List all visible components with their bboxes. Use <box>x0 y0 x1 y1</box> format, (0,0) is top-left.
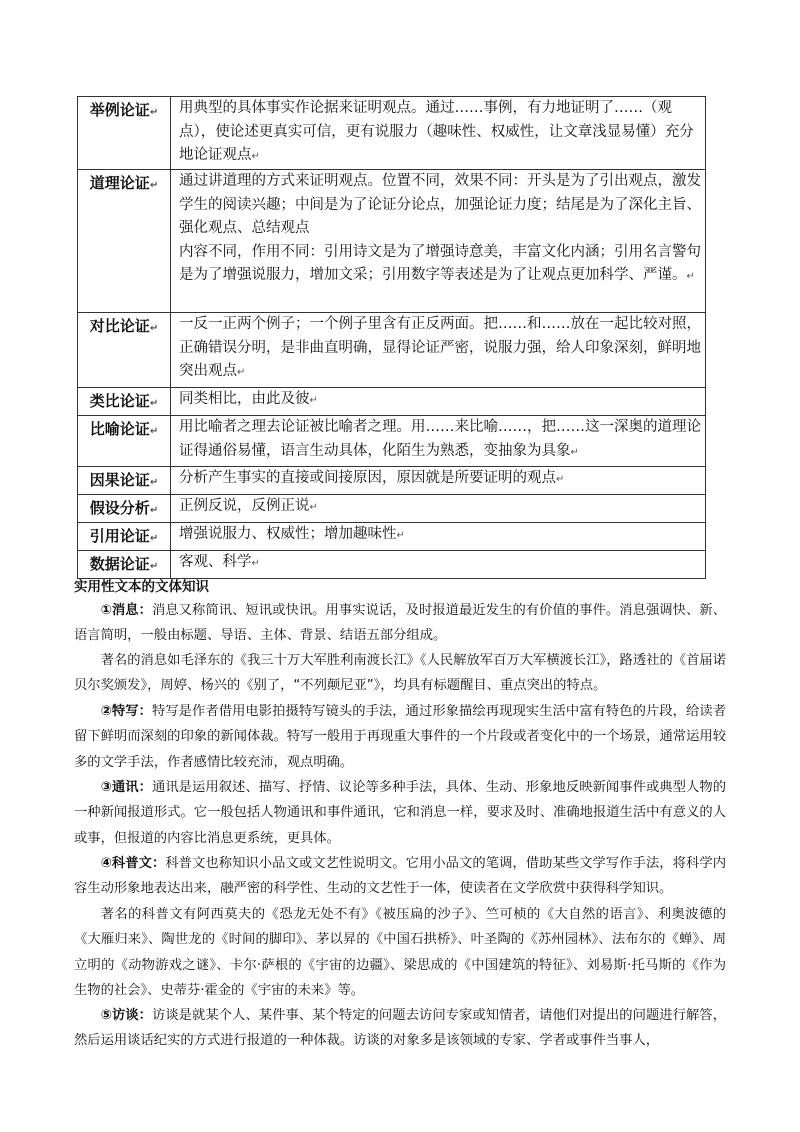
term-cell: 举例论证↵ <box>78 97 171 170</box>
term-cell: 对比论证↵ <box>78 313 171 388</box>
paragraph-feature: ②特写：特写是作者借用电影拍摄特写镜头的手法，通过形象描绘再现现实生活中富有特色的片段，给读者留下鲜明而深刻的印象的新闻体裁。特写一般用于再现重大事件的一个片段或者变化中的一个场景，通常运用较多的文学手法，作者感情比较充沛，观点明确。 <box>74 704 727 770</box>
desc-cell: 分析产生事实的直接或间接原因，原因就是所要证明的观点↵ <box>171 467 706 495</box>
section-title: 实用性文本的文体知识 <box>74 579 209 595</box>
paragraph-popular-science-examples: 著名的科普文有阿西莫夫的《恐龙无处不有》《被压扁的沙子》、竺可桢的《大自然的语言》、利奥波德的《大雁归来》、陶世龙的《时间的脚印》、茅以昇的《中国石拱桥》、叶圣陶的《苏州园林》、法布尔的《蝉》、周立明的《动物游戏之谜》、卡尔·萨根的《宇宙的边疆》、梁思成的《中国建筑的特征》、刘易斯·托马斯的《作为生物的社会》、史蒂芬·霍金的《宇宙的未来》等。 <box>74 907 726 999</box>
paragraph-popular-science: ④科普文：科普文也称知识小品文或文艺性说明文。它用小品文的笔调，借助某些文学写作手法，将科学内容生动形象地表达出来，融严密的科学性、生动的文艺性于一体，使读者在文学欣赏中获得科学知识。 <box>74 856 726 897</box>
table-row <box>78 313 706 388</box>
term-cell: 道理论证↵ <box>78 170 171 313</box>
term-cell: 比喻论证↵ <box>78 416 171 467</box>
desc-cell: 用典型的具体事实作论据来证明观点。通过……事例，有力地证明了……（观点），使论述更真实可信，更有说服力（趣味性、权威性，让文章浅显易懂）充分地论证观点↵ <box>171 97 706 170</box>
table-row <box>78 467 706 495</box>
desc-cell: 用比喻者之理去论证被比喻者之理。用……来比喻……，把……这一深奥的道理论证得通俗易懂，语言生动具体，化陌生为熟悉，变抽象为具象↵ <box>171 416 706 467</box>
paragraph-news-examples: 著名的消息如毛泽东的《我三十万大军胜利南渡长江》《人民解放军百万大军横渡长江》，路透社的《首届诺贝尔奖颁发》，周婷、杨兴的《别了，“不列颠尼亚”》，均具有标题醒目、重点突出的特点。 <box>74 653 726 694</box>
term-cell: 假设分析↵ <box>78 495 171 523</box>
desc-cell: 同类相比，由此及彼↵ <box>171 388 706 416</box>
table-row <box>78 170 706 313</box>
term-cell: 因果论证↵ <box>78 467 171 495</box>
table-row <box>78 523 706 551</box>
desc-cell: 客观、科学↵ <box>171 551 706 579</box>
desc-cell: 增强说服力、权威性；增加趣味性↵ <box>171 523 706 551</box>
table-row <box>78 416 706 467</box>
paragraph-news: ①消息：消息又称简讯、短讯或快讯。用事实说话，及时报道最近发生的有价值的事件。消息强调快、新、语言简明，一般由标题、导语、主体、背景、结语五部分组成。 <box>74 603 727 644</box>
desc-cell: 通过讲道理的方式来证明观点。位置不同，效果不同：开头是为了引出观点，激发学生的阅读兴趣；中间是为了论证分论点，加强论证力度；结尾是为了深化主旨、强化观点、总结观点 内容不同，作用不同：引用诗文是为了增强诗意美，丰富文化内涵；引用名言警句是为了增强说服力，增加文采；引用数字等表述是为了让观点更加科学、严谨。↵ <box>171 170 706 313</box>
desc-cell: 一反一正两个例子；一个例子里含有正反两面。把……和……放在一起比较对照，正确错误分明，是非曲直明确，显得论证严密，说服力强，给人印象深刻，鲜明地突出观点↵ <box>171 313 706 388</box>
paragraph-report: ③通讯：通讯是运用叙述、描写、抒情、议论等多种手法，具体、生动、形象地反映新闻事件或典型人物的一种新闻报道形式。它一般包括人物通讯和事件通讯，它和消息一样，要求及时、准确地报道生活中有意义的人或事，但报道的内容比消息更系统，更具体。 <box>74 780 727 846</box>
argument-methods-table <box>77 96 706 579</box>
term-cell: 数据论证↵ <box>78 551 171 579</box>
table-row <box>78 495 706 523</box>
table-row <box>78 97 706 170</box>
paragraph-interview: ⑤访谈：访谈是就某个人、某件事、某个特定的问题去访问专家或知情者，请他们对提出的问题进行解答，然后运用谈话纪实的方式进行报道的一种体裁。访谈的对象多是该领域的专家、学者或事件当事人， <box>74 1008 727 1049</box>
table-row <box>78 388 706 416</box>
desc-cell: 正例反说，反例正说↵ <box>171 495 706 523</box>
term-cell: 引用论证↵ <box>78 523 171 551</box>
term-cell: 类比论证↵ <box>78 388 171 416</box>
